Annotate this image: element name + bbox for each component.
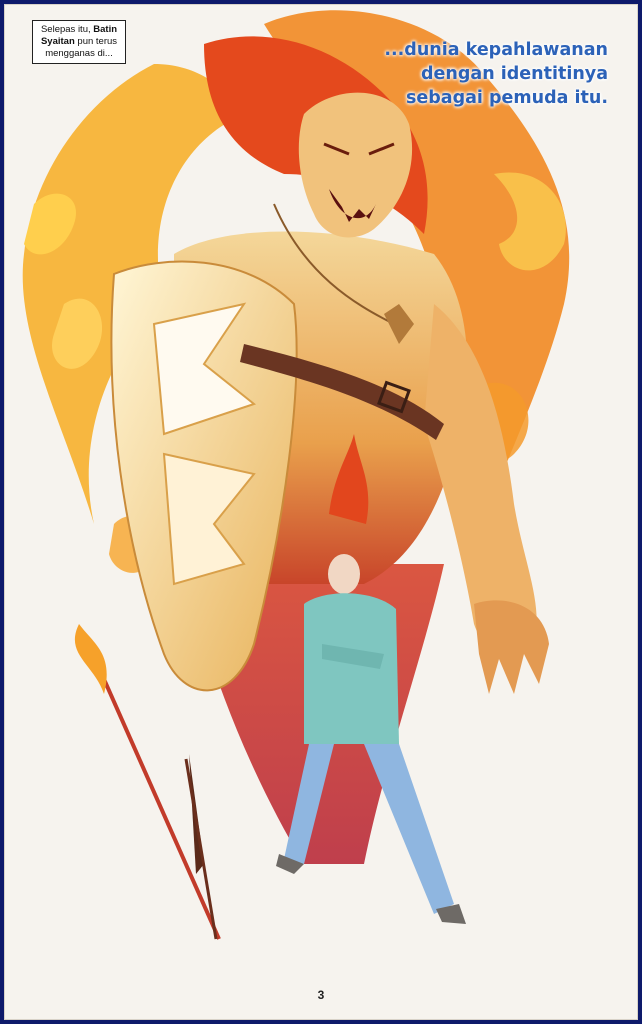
page-number: 3 — [317, 988, 325, 1002]
caption-line-2: pun terus — [77, 36, 118, 47]
narration-line-3: sebagai pemuda itu. — [405, 88, 608, 108]
caption-name-1: Batin — [93, 24, 118, 35]
narration-text — [348, 38, 608, 110]
illustration — [4, 4, 638, 1020]
caption-name-2: Syaitan — [40, 36, 75, 47]
caption-box — [32, 20, 126, 64]
comic-page — [4, 4, 638, 1020]
narration-line-2: dengan identitinya — [421, 64, 608, 84]
caption-line-3: mengganas di... — [45, 48, 113, 59]
narration-line-1: ...dunia kepahlawanan — [384, 40, 608, 60]
caption-line-1: Selepas itu, — [40, 24, 91, 35]
